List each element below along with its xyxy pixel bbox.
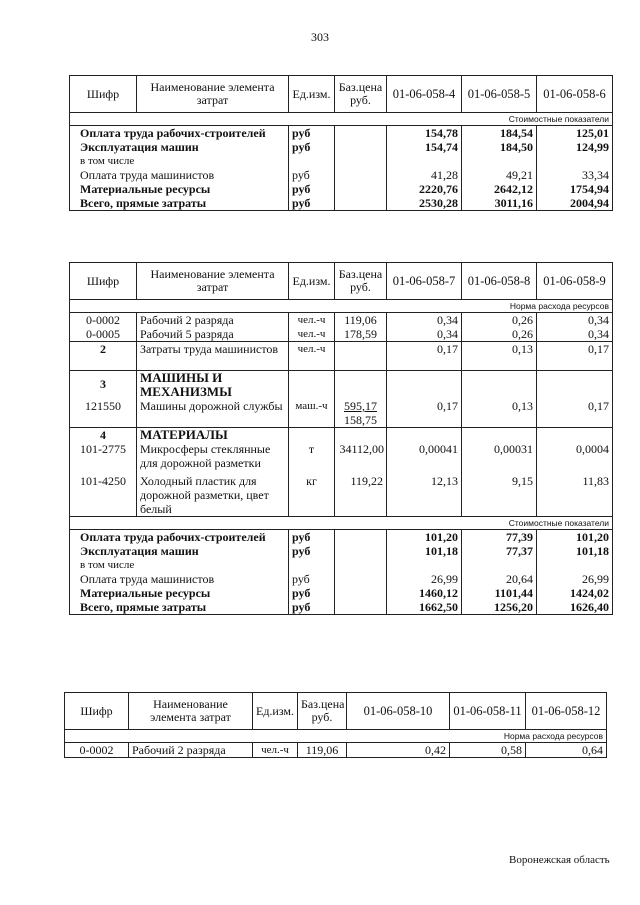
row-label: Машины дорожной службы bbox=[137, 399, 289, 428]
table-row bbox=[70, 544, 613, 558]
row-label: Микросферы стеклянные для дорожной разметки bbox=[137, 442, 289, 470]
header-col-3: 01-06-058-12 bbox=[526, 693, 607, 730]
table-row bbox=[70, 371, 613, 400]
row-unit: руб bbox=[289, 140, 335, 154]
row-label: МАШИНЫ И МЕХАНИЗМЫ bbox=[137, 371, 289, 400]
cell-value: 101,20 bbox=[387, 530, 462, 545]
table-row bbox=[70, 399, 613, 428]
cell-value: 154,78 bbox=[387, 126, 462, 141]
header-price: Баз.цена руб. bbox=[298, 693, 347, 730]
cell-value: 33,34 bbox=[537, 168, 613, 182]
header-unit: Ед.изм. bbox=[289, 76, 335, 113]
cell-value: 2220,76 bbox=[387, 182, 462, 196]
cell-value: 0,17 bbox=[387, 399, 462, 428]
table-row bbox=[70, 313, 613, 328]
row-label: Оплата труда машинистов bbox=[70, 168, 289, 182]
table-row bbox=[70, 168, 613, 182]
row-label: Рабочий 5 разряда bbox=[137, 327, 289, 342]
row-unit: маш.-ч bbox=[289, 399, 335, 428]
cell-value: 41,28 bbox=[387, 168, 462, 182]
row-code: 101-2775 bbox=[70, 442, 137, 470]
cell-value: 0,64 bbox=[526, 743, 607, 758]
header-name: Наименование элемента затрат bbox=[137, 76, 289, 113]
cell-value: 0,13 bbox=[462, 342, 537, 371]
row-label: Материальные ресурсы bbox=[70, 586, 289, 600]
row-unit: чел.-ч bbox=[289, 327, 335, 342]
cell-value: 77,37 bbox=[462, 544, 537, 558]
row-label: Оплата труда рабочих-строителей bbox=[70, 126, 289, 141]
header-code: Шифр bbox=[70, 76, 137, 113]
header-price: Баз.цена руб. bbox=[335, 76, 387, 113]
table-row bbox=[70, 126, 613, 141]
row-unit: руб bbox=[289, 168, 335, 182]
section-label: Норма расхода ресурсов bbox=[65, 730, 607, 743]
header-code: Шифр bbox=[70, 263, 137, 300]
row-unit: чел.-ч bbox=[253, 743, 298, 758]
row-unit: чел.-ч bbox=[289, 313, 335, 328]
cell-value: 0,34 bbox=[537, 327, 613, 342]
row-label: Холодный пластик для дорожной разметки, цвет белый bbox=[137, 470, 289, 517]
cell-value: 0,58 bbox=[450, 743, 526, 758]
resource-table-3 bbox=[64, 692, 607, 758]
resource-table-2 bbox=[69, 262, 613, 615]
cell-value: 125,01 bbox=[537, 126, 613, 141]
cell-value: 0,00041 bbox=[387, 442, 462, 470]
cell-value: 124,99 bbox=[537, 140, 613, 154]
header-col-1: 01-06-058-10 bbox=[347, 693, 450, 730]
cell-value: 20,64 bbox=[462, 572, 537, 586]
header-price: Баз.цена руб. bbox=[335, 263, 387, 300]
table-header bbox=[70, 263, 613, 300]
row-label: Материальные ресурсы bbox=[70, 182, 289, 196]
header-code: Шифр bbox=[65, 693, 129, 730]
table-row bbox=[70, 182, 613, 196]
row-price: 119,06 bbox=[335, 313, 387, 328]
cell-value: 3011,16 bbox=[462, 196, 537, 211]
table-row bbox=[70, 442, 613, 470]
table-row bbox=[70, 140, 613, 154]
cell-value: 2530,28 bbox=[387, 196, 462, 211]
cell-value: 184,54 bbox=[462, 126, 537, 141]
header-col-2: 01-06-058-5 bbox=[462, 76, 537, 113]
cell-value: 11,83 bbox=[537, 470, 613, 517]
row-label: Эксплуатация машин bbox=[70, 140, 289, 154]
cell-value: 1424,02 bbox=[537, 586, 613, 600]
cell-value: 1662,50 bbox=[387, 600, 462, 615]
cost-table-1 bbox=[69, 75, 613, 211]
row-code: 2 bbox=[70, 342, 137, 371]
region-footer: Воронежская область bbox=[509, 854, 610, 866]
cell-value: 101,18 bbox=[387, 544, 462, 558]
page-number: 303 bbox=[311, 30, 329, 44]
row-label: Затраты труда машинистов bbox=[137, 342, 289, 371]
cell-value: 154,74 bbox=[387, 140, 462, 154]
row-price: 119,22 bbox=[335, 470, 387, 517]
row-label: в том числе bbox=[70, 558, 289, 572]
row-code: 0-0002 bbox=[70, 313, 137, 328]
table-header bbox=[65, 693, 607, 730]
row-price: 34112,00 bbox=[335, 442, 387, 470]
cell-value: 101,20 bbox=[537, 530, 613, 545]
table-row bbox=[70, 154, 613, 168]
table-row bbox=[70, 342, 613, 371]
cell-value: 26,99 bbox=[537, 572, 613, 586]
header-col-3: 01-06-058-6 bbox=[537, 76, 613, 113]
cell-value: 0,17 bbox=[537, 399, 613, 428]
row-code: 121550 bbox=[70, 399, 137, 428]
cell-value: 0,17 bbox=[537, 342, 613, 371]
row-label: Оплата труда рабочих-строителей bbox=[70, 530, 289, 545]
cell-value: 0,17 bbox=[387, 342, 462, 371]
table-row bbox=[70, 470, 613, 517]
row-unit: чел.-ч bbox=[289, 342, 335, 371]
row-label: в том числе bbox=[70, 154, 289, 168]
cell-value: 184,50 bbox=[462, 140, 537, 154]
table-row bbox=[70, 600, 613, 615]
table-row bbox=[70, 572, 613, 586]
row-label: МАТЕРИАЛЫ bbox=[137, 428, 289, 443]
table-row bbox=[70, 428, 613, 443]
cell-value: 1754,94 bbox=[537, 182, 613, 196]
row-unit: руб bbox=[289, 126, 335, 141]
table-row bbox=[70, 586, 613, 600]
header-col-1: 01-06-058-7 bbox=[387, 263, 462, 300]
row-label: Рабочий 2 разряда bbox=[129, 743, 253, 758]
header-unit: Ед.изм. bbox=[253, 693, 298, 730]
section-label: Норма расхода ресурсов bbox=[70, 300, 613, 313]
header-col-1: 01-06-058-4 bbox=[387, 76, 462, 113]
row-price: 595,17 158,75 bbox=[335, 399, 387, 428]
table-row bbox=[70, 530, 613, 545]
row-code: 3 bbox=[70, 371, 137, 400]
cell-value: 0,34 bbox=[537, 313, 613, 328]
header-col-2: 01-06-058-11 bbox=[450, 693, 526, 730]
cell-value: 1460,12 bbox=[387, 586, 462, 600]
row-code: 0-0005 bbox=[70, 327, 137, 342]
cell-value: 26,99 bbox=[387, 572, 462, 586]
table-row bbox=[70, 196, 613, 211]
header-col-3: 01-06-058-9 bbox=[537, 263, 613, 300]
cell-value: 12,13 bbox=[387, 470, 462, 517]
row-price: 178,59 bbox=[335, 327, 387, 342]
row-label: Эксплуатация машин bbox=[70, 544, 289, 558]
section-label: Стоимостные показатели bbox=[70, 517, 613, 530]
header-name: Наименование элемента затрат bbox=[137, 263, 289, 300]
table-row bbox=[65, 743, 607, 758]
row-unit: руб bbox=[289, 586, 335, 600]
row-unit: руб bbox=[289, 572, 335, 586]
cell-value: 101,18 bbox=[537, 544, 613, 558]
row-label: Всего, прямые затраты bbox=[70, 196, 289, 211]
table-header bbox=[70, 76, 613, 113]
cell-value: 1101,44 bbox=[462, 586, 537, 600]
row-unit: руб bbox=[289, 182, 335, 196]
row-unit: руб bbox=[289, 196, 335, 211]
table-row bbox=[70, 327, 613, 342]
cell-value: 0,13 bbox=[462, 399, 537, 428]
cell-value: 0,26 bbox=[462, 313, 537, 328]
cell-value: 0,26 bbox=[462, 327, 537, 342]
row-unit: кг bbox=[289, 470, 335, 517]
row-code: 101-4250 bbox=[70, 470, 137, 517]
row-unit: руб bbox=[289, 600, 335, 615]
cell-value: 0,0004 bbox=[537, 442, 613, 470]
row-label: Оплата труда машинистов bbox=[70, 572, 289, 586]
row-unit: руб bbox=[289, 544, 335, 558]
cell-value: 0,34 bbox=[387, 327, 462, 342]
cell-value: 77,39 bbox=[462, 530, 537, 545]
row-label: Рабочий 2 разряда bbox=[137, 313, 289, 328]
cell-value: 0,34 bbox=[387, 313, 462, 328]
cell-value: 0,42 bbox=[347, 743, 450, 758]
header-name: Наименование элемента затрат bbox=[129, 693, 253, 730]
cell-value: 0,00031 bbox=[462, 442, 537, 470]
header-unit: Ед.изм. bbox=[289, 263, 335, 300]
row-unit: т bbox=[289, 442, 335, 470]
header-col-2: 01-06-058-8 bbox=[462, 263, 537, 300]
cell-value: 1626,40 bbox=[537, 600, 613, 615]
cell-value: 2642,12 bbox=[462, 182, 537, 196]
row-price: 119,06 bbox=[298, 743, 347, 758]
cell-value: 2004,94 bbox=[537, 196, 613, 211]
table-row bbox=[70, 558, 613, 572]
row-label: Всего, прямые затраты bbox=[70, 600, 289, 615]
cell-value: 1256,20 bbox=[462, 600, 537, 615]
row-code: 4 bbox=[70, 428, 137, 443]
cell-value: 49,21 bbox=[462, 168, 537, 182]
cell-value: 9,15 bbox=[462, 470, 537, 517]
row-unit: руб bbox=[289, 530, 335, 545]
section-label: Стоимостные показатели bbox=[70, 113, 613, 126]
row-code: 0-0002 bbox=[65, 743, 129, 758]
